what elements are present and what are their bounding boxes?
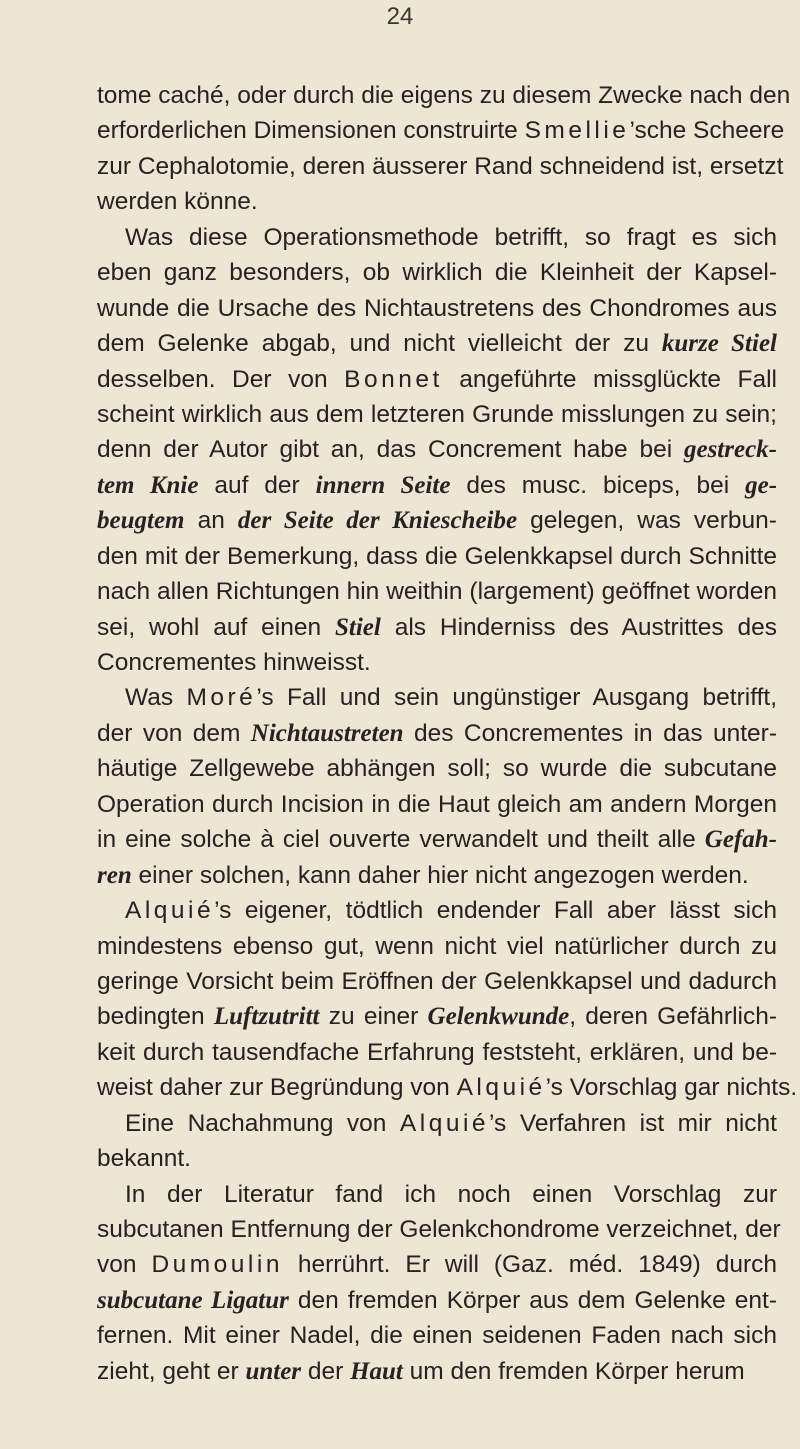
text-run: der von dem	[97, 719, 251, 747]
text-line	[97, 255, 777, 290]
text-run: desselben. Der von	[97, 365, 345, 393]
text-line	[97, 1354, 777, 1389]
text-line	[97, 503, 777, 538]
spaced-name: Alquié	[125, 897, 215, 925]
text-line	[97, 893, 777, 928]
text-run: ’s Fall und sein ungünstiger Ausgang betrifft,	[256, 684, 777, 712]
text-run: denn der Autor gibt an, das Concrement habe bei	[97, 436, 684, 464]
text-run: sei, wohl auf einen	[97, 613, 335, 641]
text-run: Was	[125, 684, 187, 712]
text-run: Operation durch Incision in die Haut gleich am andern Morgen	[97, 790, 777, 818]
text-line	[97, 822, 777, 857]
emphasis-text: Nichtaustreten	[250, 719, 404, 747]
text-line	[97, 220, 777, 255]
text-line	[97, 716, 777, 751]
text-run: angeführte missglückte Fall	[442, 365, 777, 393]
text-run: dem Gelenke abgab, und nicht vielleicht der zu	[97, 330, 662, 358]
text-line	[97, 1247, 777, 1282]
text-run: zur Cephalotomie, deren äusserer Rand schneidend ist, ersetzt	[97, 152, 784, 180]
emphasis-text: unter	[245, 1357, 302, 1385]
text-line	[97, 432, 777, 467]
emphasis-text: kurze Stiel	[661, 330, 777, 358]
text-run: als Hinderniss des Austrittes des	[380, 613, 777, 641]
emphasis-text: Haut	[350, 1357, 403, 1385]
text-run: eben ganz besonders, ob wirklich die Kleinheit der Kapsel-	[97, 259, 777, 287]
text-line	[97, 574, 777, 609]
text-line	[97, 610, 777, 645]
text-run: scheint wirklich aus dem letzteren Grunde misslungen zu sein;	[97, 400, 777, 428]
text-run: zu einer	[319, 1003, 428, 1031]
emphasis-text: beugtem	[97, 507, 185, 535]
spaced-name: Bonnet	[344, 365, 443, 393]
text-run: In der Literatur fand ich noch einen Vorschlag zur	[125, 1180, 777, 1208]
text-line	[97, 362, 777, 397]
text-line	[97, 787, 777, 822]
emphasis-text: subcutane Ligatur	[97, 1286, 289, 1314]
text-run: ’s eigener, tödtlich endender Fall aber lässt sich	[214, 897, 777, 925]
text-run: von	[97, 1251, 152, 1279]
text-line	[97, 858, 777, 893]
text-line	[97, 929, 777, 964]
text-line	[97, 1106, 777, 1141]
text-line	[97, 1283, 777, 1318]
emphasis-text: tem Knie	[97, 471, 199, 499]
text-run: des Concrementes in das unter-	[403, 719, 777, 747]
text-run: herrührt. Er will (Gaz. méd. 1849) durch	[282, 1251, 777, 1279]
text-line	[97, 1177, 777, 1212]
body-text	[97, 78, 798, 1389]
emphasis-text: Gelenkwunde	[427, 1003, 570, 1031]
emphasis-text: innern Seite	[315, 471, 451, 499]
text-run: auf der	[198, 471, 316, 499]
text-line	[97, 326, 777, 361]
text-run: tome caché, oder durch die eigens zu diesem Zwecke nach den	[97, 82, 791, 109]
text-run: bekannt.	[97, 1145, 191, 1173]
text-line	[97, 539, 777, 574]
text-line	[97, 397, 777, 432]
text-line	[97, 1141, 777, 1176]
text-run: ’sche Scheere	[629, 117, 785, 145]
text-line	[97, 78, 791, 113]
emphasis-text: ge-	[745, 471, 778, 499]
text-run: , deren Gefährlich-	[569, 1003, 778, 1031]
text-run: den fremden Körper aus dem Gelenke ent-	[288, 1286, 778, 1314]
text-run: des musc. biceps, bei	[450, 471, 746, 499]
text-run: zieht, geht er	[97, 1357, 246, 1385]
text-line	[97, 468, 777, 503]
text-run: fernen. Mit einer Nadel, die einen seidenen Faden nach sich	[97, 1322, 777, 1350]
text-line	[97, 149, 784, 184]
page-number: 24	[386, 3, 414, 30]
text-line	[97, 680, 777, 715]
text-run: mindestens ebenso gut, wenn nicht viel natürlicher durch zu	[97, 932, 777, 960]
text-run: an	[184, 507, 238, 535]
text-run: in eine solche à ciel ouverte verwandelt und theilt alle	[97, 826, 705, 854]
text-run: um den fremden Körper herum	[402, 1357, 745, 1385]
text-run: wunde die Ursache des Nichtaustretens des Chondromes aus	[97, 294, 777, 322]
text-line	[97, 1318, 777, 1353]
text-run: nach allen Richtungen hin weithin (largement) geöffnet worden	[97, 578, 777, 606]
text-run: subcutanen Entfernung der Gelenkchondrome verzeichnet, der	[97, 1216, 781, 1243]
emphasis-text: gestreck-	[683, 436, 777, 464]
text-run: gelegen, was verbun-	[517, 507, 777, 535]
text-run: einer solchen, kann daher hier nicht angezogen werden.	[131, 861, 749, 889]
text-line	[97, 645, 777, 680]
text-line	[97, 964, 777, 999]
text-run: Eine Nachahmung von	[125, 1109, 400, 1137]
spaced-name: Dumoulin	[151, 1251, 283, 1279]
spaced-name: Smellie	[524, 117, 630, 145]
text-run: ’s Vorschlag gar nichts.	[545, 1074, 798, 1102]
text-run: der	[301, 1357, 351, 1385]
emphasis-text: Gefah-	[704, 826, 777, 854]
text-run: bedingten	[97, 1003, 214, 1031]
text-run: weist daher zur Begründung von	[97, 1074, 457, 1102]
text-line	[97, 1035, 777, 1070]
text-line	[97, 184, 777, 219]
text-run: häutige Zellgewebe abhängen soll; so wurde die subcutane	[97, 755, 777, 783]
emphasis-text: der Seite der Kniescheibe	[237, 507, 518, 535]
text-line	[97, 751, 777, 786]
text-run: erforderlichen Dimensionen construirte	[97, 117, 525, 145]
text-run: Was diese Operationsmethode betrifft, so fragt es sich	[125, 223, 777, 251]
text-run: werden könne.	[97, 188, 258, 216]
text-run: Concrementes hinweisst.	[97, 649, 371, 676]
text-run: den mit der Bemerkung, dass die Gelenkkapsel durch Schnitte	[97, 542, 777, 570]
emphasis-text: ren	[97, 861, 132, 889]
text-line	[97, 1212, 781, 1247]
text-run: keit durch tausendfache Erfahrung feststeht, erklären, und be-	[97, 1038, 777, 1066]
spaced-name: Alquié	[456, 1074, 546, 1102]
spaced-name: Alquié	[399, 1109, 490, 1137]
emphasis-text: Stiel	[334, 613, 381, 641]
text-run: ’s Verfahren ist mir nicht	[489, 1109, 777, 1137]
text-line	[97, 999, 777, 1034]
spaced-name: Moré	[186, 684, 257, 712]
text-line	[97, 113, 785, 148]
text-line	[97, 291, 777, 326]
text-run: geringe Vorsicht beim Eröffnen der Gelenkkapsel und dadurch	[97, 967, 777, 995]
emphasis-text: Luftzutritt	[213, 1003, 320, 1031]
text-line	[97, 1070, 798, 1105]
